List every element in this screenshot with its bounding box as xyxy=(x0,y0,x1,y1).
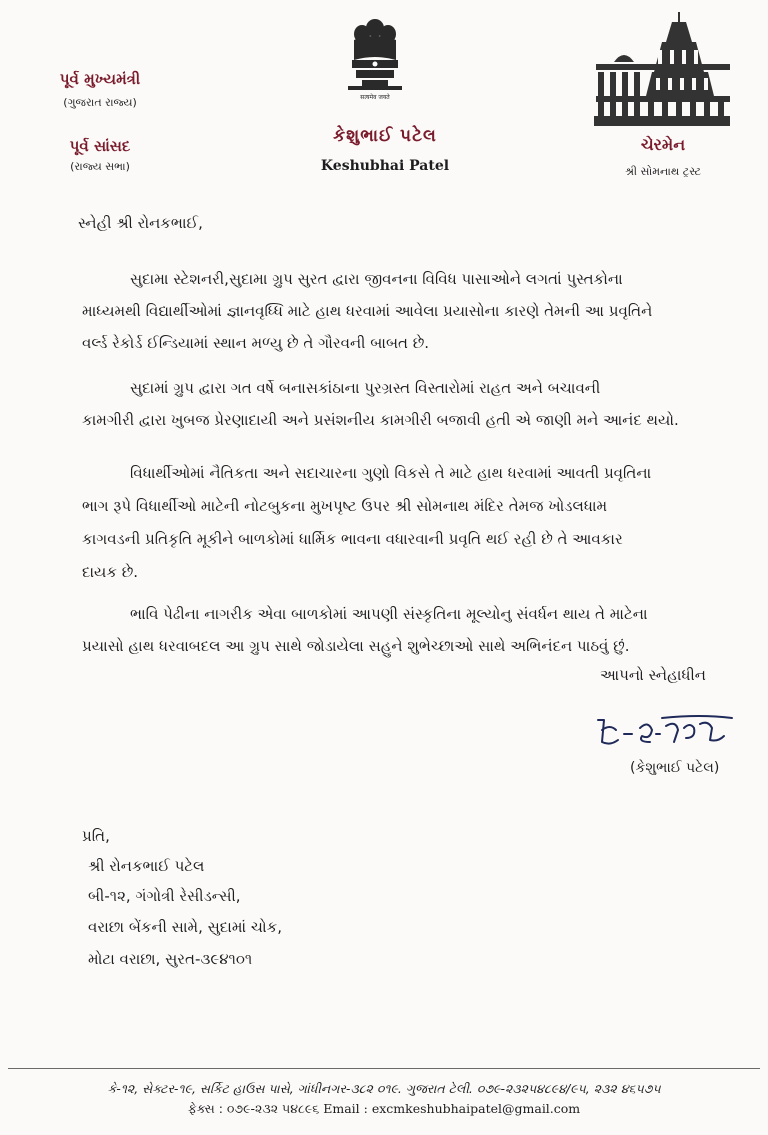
paragraph-1-line-3: વર્લ્ડ રેકોર્ડ ઈન્ડિયામાં સ્થાન મળ્યુ છે તે ગૌરવની બાબત છે. xyxy=(82,334,430,352)
footer-contact xyxy=(0,1101,768,1117)
footer-fax: ફેક્સ : ૦૭૯-૨૩૨ ૫૪૮૯૬ xyxy=(187,1101,320,1116)
paragraph-2-line-2: કામગીરી દ્વારા ખુબજ પ્રેરણાદાયી અને પ્રસંશનીય કામગીરી બજાવી હતી એ જાણી મને આનંદ થયો. xyxy=(82,411,679,429)
salutation: સ્નેહી શ્રી રોનકભાઈ, xyxy=(78,214,203,232)
signatory-name: (કેશુભાઈ પટેલ) xyxy=(630,760,720,776)
closing: આપનો સ્નેહાધીન xyxy=(600,666,706,684)
national-emblem-icon xyxy=(340,14,410,96)
recipient-address-line-1: બી-૧૨, ગંગોત્રી રેસીડન્સી, xyxy=(88,887,241,905)
name-english: Keshubhai Patel xyxy=(320,158,450,174)
name-gujarati: કેશુભાઈ પટેલ xyxy=(333,126,437,146)
paragraph-3-line-3: કાગવડની પ્રતિકૃતિ મૂકીને બાળકોમાં ધાર્મિક ભાવના વધારવાની પ્રવૃતિ થઈ રહી છે તે આવકાર xyxy=(82,530,623,548)
former-cm-title: પૂર્વ મુખ્યમંત્રી xyxy=(59,70,141,88)
footer-address: કે-૧૨, સેક્ટર-૧૯, સર્કિટ હાઉસ પાસે, ગાંધીનગર-૩૮૨ ૦૧૯. ગુજરાત ટેલી. ૦૭૯-૨૩૨૫૪૮૯૪/૯૫, ૨૩૨ ૪૬૫૭૫ xyxy=(107,1081,661,1096)
paragraph-2-line-1: સુદામાં ગ્રુપ દ્વારા ગત વર્ષે બનાસકાંઠાના પુરગ્રસ્ત વિસ્તારોમાં રાહત અને બચાવની xyxy=(130,379,601,397)
footer-email-link[interactable]: excmkeshubhaipatel@gmail.com xyxy=(371,1101,581,1116)
former-cm-state: (ગુજરાત રાજ્ય) xyxy=(63,96,137,109)
paragraph-3-line-2: ભાગ રૂપે વિધાર્થીઓ માટેની નોટબુકના મુખપૃષ્ટ ઉપર શ્રી સોમનાથ મંદિર તેમજ ખોડલધામ xyxy=(82,497,608,515)
paragraph-4-line-1: ભાવિ પેઢીના નાગરીક એવા બાળકોમાં આપણી સંસ્કૃતિના મૂલ્યોનુ સંવર્ધન થાય તે માટેના xyxy=(130,605,648,623)
footer-email-label: Email : xyxy=(323,1101,368,1116)
paragraph-1-line-2: માધ્યમથી વિદ્યાર્થીઓમાં જ્ઞાનવૃધ્ધિ માટે હાથ ધરવામાં આવેલા પ્રયાસોના કારણે તેમની આ પ્રવૃતિને xyxy=(82,302,653,320)
footer-divider xyxy=(8,1068,760,1069)
paragraph-4-line-2: પ્રયાસો હાથ ધરવાબદલ આ ગ્રુપ સાથે જોડાયેલા સહુને શુભેચ્છાઓ સાથે અભિનંદન પાઠવું છું. xyxy=(82,637,630,655)
to-label: પ્રતિ, xyxy=(82,827,110,845)
emblem-motto: सत्यमेव जयते xyxy=(360,94,390,101)
recipient-address-line-2: વરાછા બેંકની સામે, સુદામાં ચોક, xyxy=(88,918,282,936)
chairman-title: ચેરમેન xyxy=(640,135,686,154)
paragraph-3-line-1: વિધાર્થીઓમાં નૈતિકતા અને સદાચારના ગુણો વિકસે તે માટે હાથ ધરવામાં આવતી પ્રવૃતિના xyxy=(130,464,652,482)
former-mp-title: પૂર્વ સાંસદ xyxy=(69,137,131,155)
recipient-address-line-3: મોટા વરાછા, સુરત-૩૯૪૧૦૧ xyxy=(88,950,253,968)
recipient-name: શ્રી રોનકભાઈ પટેલ xyxy=(88,857,205,875)
somnath-temple-icon xyxy=(592,12,732,130)
paragraph-3-line-4: દાયક છે. xyxy=(82,563,139,581)
former-mp-house: (રાજ્ય સભા) xyxy=(70,160,130,173)
trust-name: શ્રી સોમનાથ ટ્રસ્ટ xyxy=(624,165,702,178)
handwritten-signature xyxy=(590,712,740,752)
paragraph-1-line-1: સુદામા સ્ટેશનરી,સુદામા ગ્રુપ સુરત દ્વારા જીવનના વિવિધ પાસાઓને લગતાં પુસ્તકોના xyxy=(130,270,623,288)
